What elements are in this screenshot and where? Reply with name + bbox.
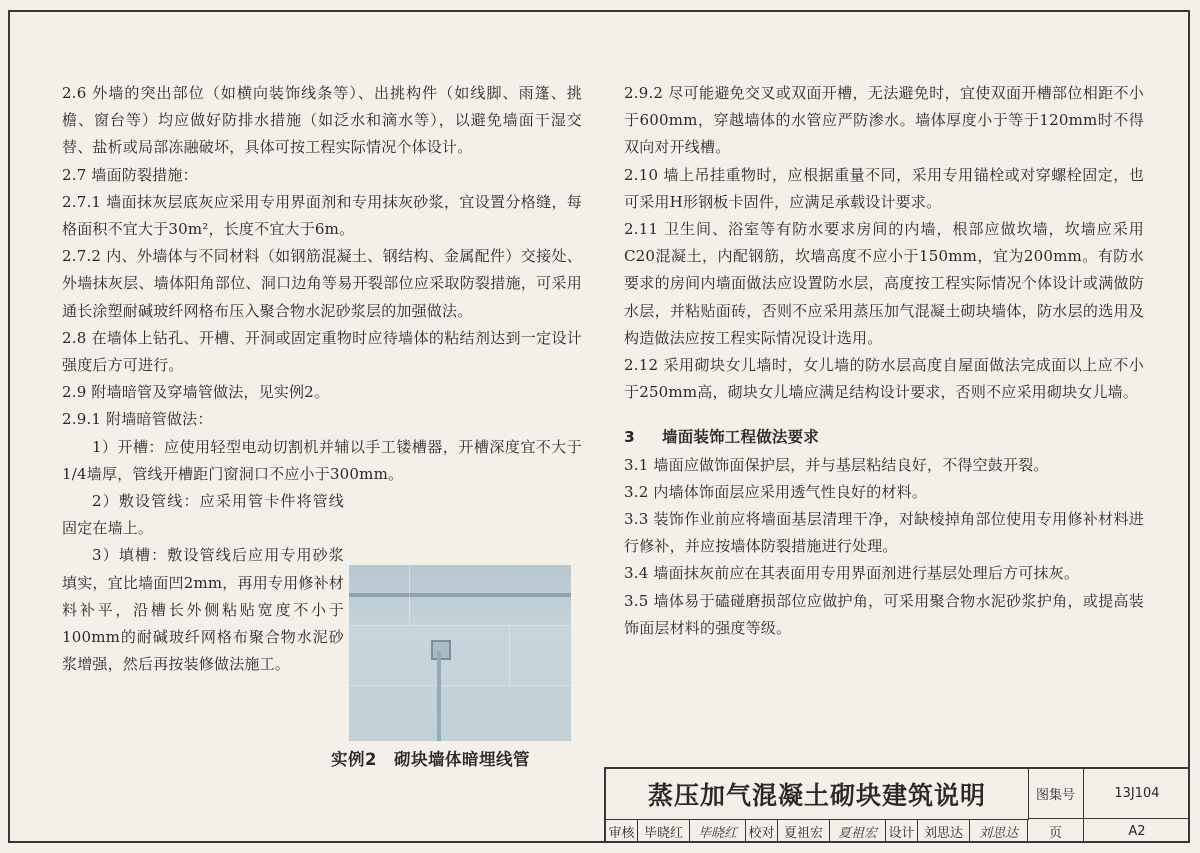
title-block <box>604 767 1190 843</box>
section-title: 墙面装饰工程做法要求 <box>662 428 820 447</box>
designer-signature: 刘思达 <box>970 819 1028 843</box>
clause-2-9-1-item-3: 3）填槽：敷设管线后应用专用砂浆填实，宜比墙面凹2mm，再用专用修补材料补平，沿槽长外侧粘贴宽度不小于100mm的耐碱玻纤网格布聚合物水泥砂浆增强，然后再按装修做法施工。 <box>62 546 344 674</box>
design-label: 设计 <box>886 819 918 843</box>
vertical-conduit <box>437 651 441 741</box>
clause-3-1: 3.1 墙面应做饰面保护层，并与基层粘结良好，不得空鼓开裂。 <box>624 455 1049 474</box>
checker-signature: 夏祖宏 <box>830 819 886 843</box>
conduit-photo <box>349 565 571 741</box>
page-label: 页 <box>1028 819 1084 843</box>
clause-2-7: 2.7 墙面防裂措施： <box>62 165 198 184</box>
atlas-label: 图集号 <box>1028 769 1084 819</box>
atlas-number: 13J104 <box>1084 769 1190 819</box>
clause-2-7-1: 2.7.1 墙面抹灰层底灰应采用专用界面剂和专用抹灰砂浆，宜设置分格缝，每格面积不宜大于30m²，长度不宜大于6m。 <box>62 192 582 239</box>
checker-name: 夏祖宏 <box>778 819 830 843</box>
clause-2-9: 2.9 附墙暗管及穿墙管做法，见实例2。 <box>62 383 330 402</box>
clause-2-12: 2.12 采用砌块女儿墙时，女儿墙的防水层高度自屋面做法完成面以上应不小于250mm高，砌块女儿墙应满足结构设计要求，否则不应采用砌块女儿墙。 <box>624 356 1144 402</box>
clause-2-6: 2.6 外墙的突出部位（如横向装饰线条等）、出挑构件（如线脚、雨篷、挑檐、窗台等）均应做好防排水措施（如泛水和滴水等），以避免墙面干湿交替、盐析或局部冻融破坏，具体可按工程实际情况个体设计。 <box>62 84 582 157</box>
review-label: 审核 <box>606 819 638 843</box>
clause-2-9-2: 2.9.2 尽可能避免交叉或双面开槽，无法避免时，宜使双面开槽部位相距不小于600mm，穿越墙体的水管应严防渗水。墙体厚度小于等于120mm时不得双向对开线槽。 <box>624 84 1144 157</box>
clause-3-3: 3.3 装饰作业前应将墙面基层清理干净，对缺棱掉角部位使用专用修补材料进行修补，并应按墙体防裂措施进行处理。 <box>624 510 1144 556</box>
check-label: 校对 <box>746 819 778 843</box>
clause-3-2: 3.2 内墙体饰面层应采用透气性良好的材料。 <box>624 482 928 501</box>
junction-box <box>431 640 451 660</box>
clause-2-8: 2.8 在墙体上钻孔、开槽、开洞或固定重物时应待墙体的粘结剂达到一定设计强度后方可进行。 <box>62 328 582 375</box>
designer-name: 刘思达 <box>918 819 970 843</box>
page-number: A2 <box>1128 823 1146 839</box>
block-seam <box>409 565 410 625</box>
block-seam <box>509 625 510 685</box>
clause-2-7-2: 2.7.2 内、外墙体与不同材料（如钢筋混凝土、钢结构、金属配件）交接处、外墙抹灰层、墙体阳角部位、洞口边角等易开裂部位应采取防裂措施，可采用通长涂塑耐碱玻纤网格布压入聚合物水泥砂浆层的加强做法。 <box>62 247 582 320</box>
clause-3-4: 3.4 墙面抹灰前应在其表面用专用界面剂进行基层处理后方可抹灰。 <box>624 564 1080 583</box>
section-3-heading <box>624 424 1144 451</box>
section-number: 3 <box>624 428 635 447</box>
signature-row <box>606 819 1190 843</box>
reviewer-name: 毕晓红 <box>638 819 690 843</box>
block-seam <box>349 625 571 626</box>
right-column <box>624 80 1144 642</box>
reviewer-signature: 毕晓红 <box>690 819 746 843</box>
clause-2-9-1: 2.9.1 附墙暗管做法： <box>62 410 213 429</box>
clause-2-9-1-item-2: 2）敷设管线：应采用管卡件将管线固定在墙上。 <box>62 492 344 538</box>
clause-2-9-1-item-1: 1）开槽：应使用轻型电动切割机并辅以手工镂槽器，开槽深度宜不大于1/4墙厚，管线开槽距门窗洞口不应小于300mm。 <box>62 437 582 483</box>
clause-3-5: 3.5 墙体易于磕碰磨损部位应做护角，可采用聚合物水泥砂浆护角，或提高装饰面层材料的强度等级。 <box>624 591 1144 637</box>
clause-2-11: 2.11 卫生间、浴室等有防水要求房间的内墙，根部应做坎墙，坎墙应采用C20混凝土，内配钢筋，坎墙高度不应小于150mm，宜为200mm。有防水要求的房间内墙面做法应设置防水层，高度按工程实际情况个体设计或满做防水层，并粘贴面砖，否则不应采用蒸压加气混凝土砌块墙体，防水层的选用及构造做法应按工程实际情况设计选用。 <box>624 220 1144 347</box>
drawing-title: 蒸压加气混凝土砌块建筑说明 <box>606 769 1029 820</box>
horizontal-conduit <box>349 593 571 597</box>
block-seam <box>349 685 571 686</box>
figure-caption: 实例2 砌块墙体暗埋线管 <box>331 750 530 769</box>
clause-2-10: 2.10 墙上吊挂重物时，应根据重量不同，采用专用锚栓或对穿螺栓固定，也可采用H形钢板卡固件，应满足承载设计要求。 <box>624 165 1144 211</box>
